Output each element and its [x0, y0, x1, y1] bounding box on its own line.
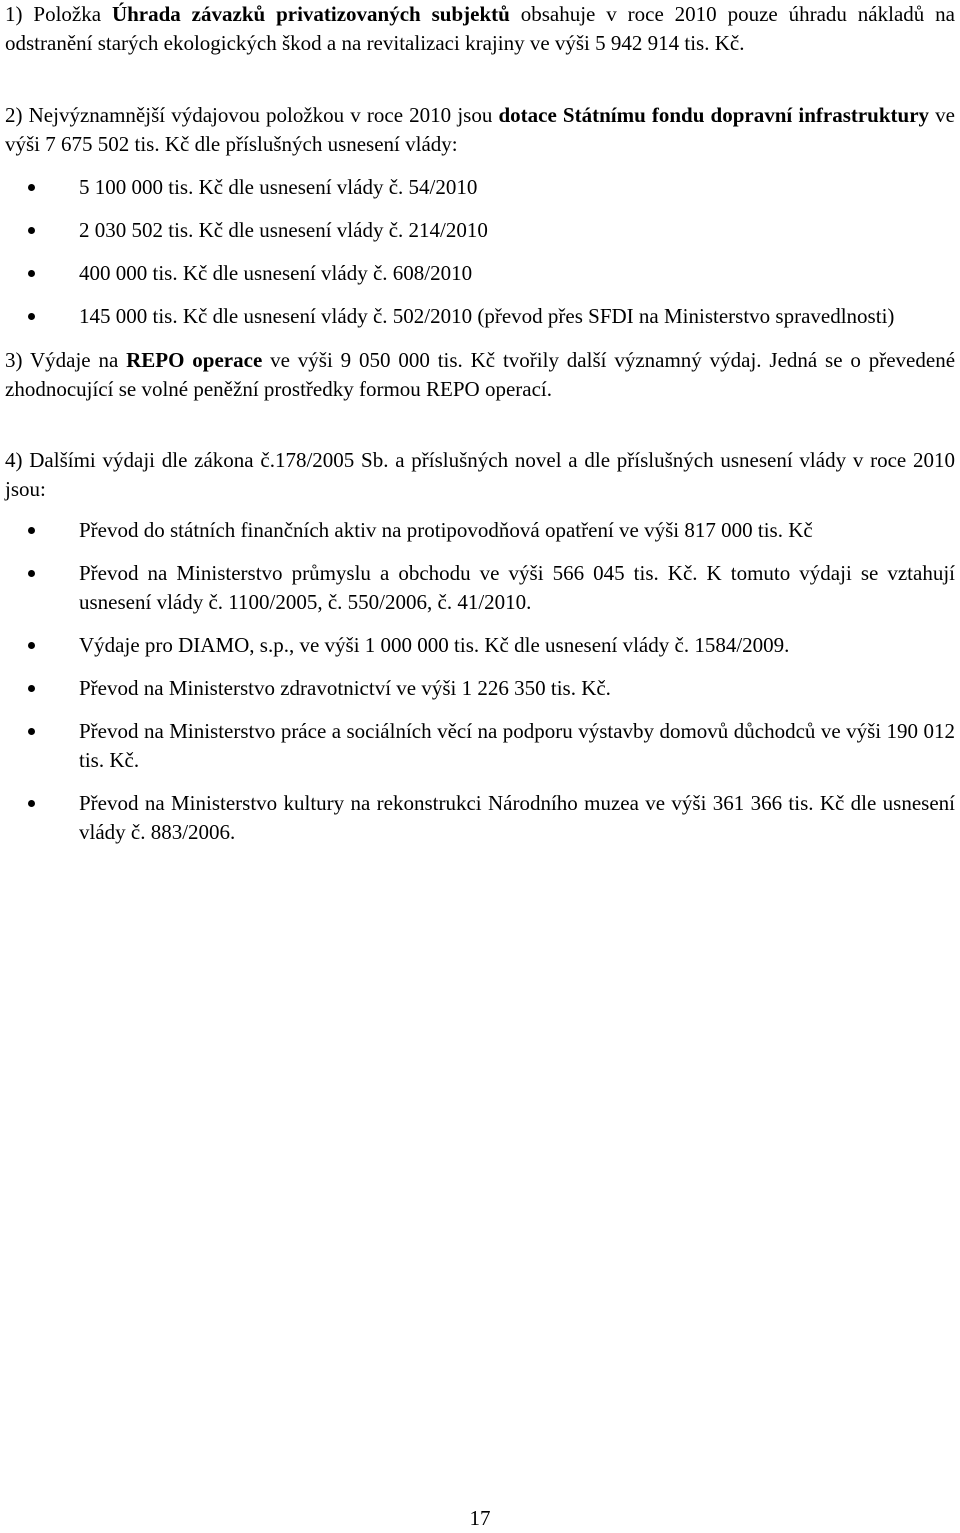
- bullet-icon: [28, 728, 35, 735]
- list-item-text: 145 000 tis. Kč dle usnesení vlády č. 502/2010 (převod přes SFDI na Ministerstvo spravedlnosti): [79, 304, 895, 328]
- paragraph-item-1: [5, 0, 955, 58]
- list-item: [5, 789, 955, 847]
- list-item: [5, 631, 955, 660]
- item-4-text: 4) Dalšími výdaji dle zákona č.178/2005 Sb. a příslušných novel a dle příslušných usnesení vlády v roce 2010 jsou:: [5, 448, 955, 501]
- list-item: [5, 259, 955, 288]
- list-item-text: Převod na Ministerstvo kultury na rekonstrukci Národního muzea ve výši 361 366 tis. Kč dle usnesení vlády č. 883/2006.: [79, 791, 955, 844]
- list-item-text: Převod do státních finančních aktiv na protipovodňová opatření ve výši 817 000 tis. Kč: [79, 518, 813, 542]
- list-item-text: Výdaje pro DIAMO, s.p., ve výši 1 000 000 tis. Kč dle usnesení vlády č. 1584/2009.: [79, 633, 790, 657]
- bullet-icon: [28, 642, 35, 649]
- bullet-icon: [28, 685, 35, 692]
- list-item: [5, 717, 955, 775]
- list-item-text: 2 030 502 tis. Kč dle usnesení vlády č. 214/2010: [79, 218, 488, 242]
- paragraph-item-4: [5, 446, 955, 504]
- list-item-text: 400 000 tis. Kč dle usnesení vlády č. 608/2010: [79, 261, 473, 285]
- list-item-text: 5 100 000 tis. Kč dle usnesení vlády č. 54/2010: [79, 175, 478, 199]
- list-item: [5, 302, 955, 331]
- item-2-bold-title: dotace Státnímu fondu dopravní infrastruktury: [498, 103, 930, 127]
- bullet-icon: [28, 227, 35, 234]
- item-2-bullet-list: [5, 173, 955, 345]
- list-item-text: Převod na Ministerstvo zdravotnictví ve výši 1 226 350 tis. Kč.: [79, 676, 611, 700]
- list-item: [5, 516, 955, 545]
- item-3-text: ve výši 9 050 000 tis. Kč tvořily další významný výdaj. Jedná se o převedené zhodnocující se volné peněžní prostředky formou REPO operací.: [5, 348, 956, 401]
- bullet-icon: [28, 527, 35, 534]
- item-3-prefix: 3) Výdaje na: [5, 348, 127, 372]
- item-1-text: obsahuje v roce 2010 pouze úhradu nákladů na odstranění starých ekologických škod a na revitalizaci krajiny ve výši 5 942 914 tis. Kč.: [5, 2, 955, 55]
- bullet-icon: [28, 313, 35, 320]
- list-item: [5, 216, 955, 245]
- item-2-text: ve výši 7 675 502 tis. Kč dle příslušných usnesení vlády:: [5, 103, 955, 156]
- bullet-icon: [28, 570, 35, 577]
- bullet-icon: [28, 184, 35, 191]
- page-number: 17: [469, 1506, 491, 1530]
- item-3-bold-title: REPO operace: [126, 348, 263, 372]
- paragraph-item-3: [5, 346, 955, 404]
- item-2-prefix: 2) Nejvýznamnější výdajovou položkou v roce 2010 jsou: [5, 103, 499, 127]
- item-4-bullet-list: [5, 516, 955, 861]
- list-item-text: Převod na Ministerstvo práce a sociálních věcí na podporu výstavby domovů důchodců ve výši 190 012 tis. Kč.: [79, 719, 955, 772]
- list-item-text: Převod na Ministerstvo průmyslu a obchodu ve výši 566 045 tis. Kč. K tomuto výdaji se vztahují usnesení vlády č. 1100/2005, č. 550/2006, č. 41/2010.: [79, 561, 955, 614]
- document-page: [5, 0, 955, 1529]
- item-1-prefix: 1) Položka: [5, 2, 112, 26]
- item-1-bold-title: Úhrada závazků privatizovaných subjektů: [111, 2, 510, 26]
- list-item: [5, 173, 955, 202]
- bullet-icon: [28, 270, 35, 277]
- bullet-icon: [28, 800, 35, 807]
- paragraph-item-2: [5, 101, 955, 159]
- list-item: [5, 559, 955, 617]
- list-item: [5, 674, 955, 703]
